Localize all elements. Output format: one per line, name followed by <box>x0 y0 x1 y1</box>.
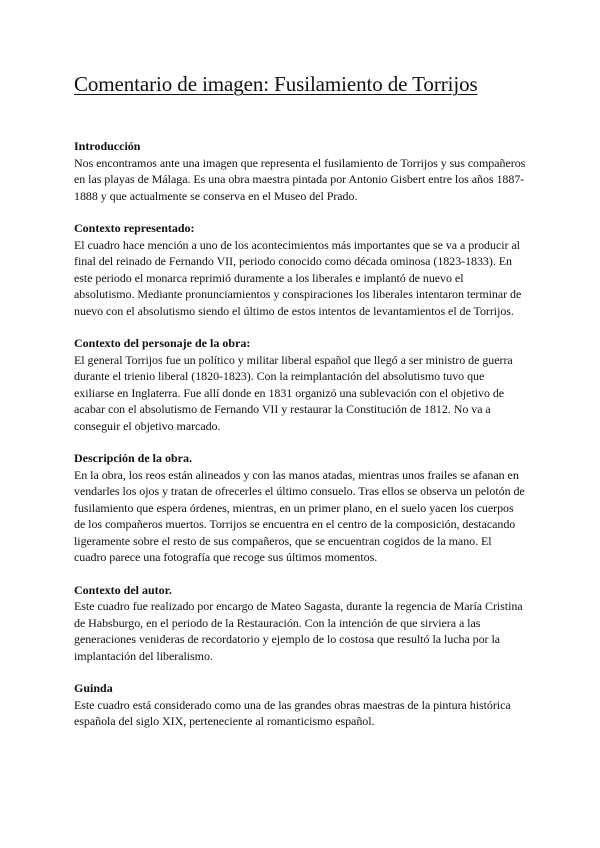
section-paragraph: El general Torrijos fue un político y militar liberal español que llegó a ser ministro de guerra durante el trienio liberal (1820-1823). Con la reimplantación del absolutismo tuvo que exiliarse en Inglaterra. Fue allí donde en 1831 organizó una sublevación con el objetivo de acabar con el absolutismo de Fernando VII y restaurar la Constitución de 1812. No va a conseguir el objetivo marcado. <box>74 352 513 433</box>
section-heading: Contexto representado: <box>74 221 195 236</box>
section-paragraph: Nos encontramos ante una imagen que representa el fusilamiento de Torrijos y sus compañeros en las playas de Málaga. Es una obra maestra pintada por Antonio Gisbert entre los años 1887-1888 y que actualmente se conserva en el Museo del Prado. <box>74 155 526 203</box>
section-heading: Descripción de la obra. <box>74 451 192 466</box>
section-contexto-personaje <box>74 335 526 434</box>
section-paragraph: Este cuadro fue realizado por encargo de Mateo Sagasta, durante la regencia de María Cristina de Habsburgo, en el periodo de la Restauración. Con la intención de que sirviera a las generaciones venideras de recordatorio y ejemplo de lo costosa que resultó la lucha por la implantación del liberalismo. <box>74 599 523 663</box>
section-heading: Contexto del autor. <box>74 582 172 597</box>
section-paragraph: En la obra, los reos están alineados y con las manos atadas, mientras unos frailes se afanan en vendarles los ojos y tratan de ofrecerles el último consuelo. Tras ellos se observa un pelotón de fusilamiento que espera órdenes, mientras, en un primer plano, en el suelo yacen los cuerpos de los compañeros muertos. Torrijos se encuentra en el centro de la composición, destacando ligeramente sobre el resto de sus compañeros, que se encuentran cogidos de la mano. El cuadro parece una fotografía que recoge sus últimos momentos. <box>74 467 525 565</box>
section-heading: Contexto del personaje de la obra: <box>74 336 251 351</box>
section-introduccion <box>74 138 526 204</box>
section-descripcion-obra <box>74 450 526 566</box>
section-heading: Introducción <box>74 139 141 154</box>
section-guinda <box>74 680 526 730</box>
document-body <box>74 138 526 730</box>
document-title: Comentario de imagen: Fusilamiento de Torrijos <box>74 72 478 96</box>
section-paragraph: Este cuadro está considerado como una de las grandes obras maestras de la pintura histórica española del siglo XIX, perteneciente al romanticismo español. <box>74 697 511 729</box>
section-contexto-autor <box>74 582 526 665</box>
section-contexto-representado <box>74 220 526 319</box>
section-paragraph: El cuadro hace mención a uno de los acontecimientos más importantes que se va a producir al final del reinado de Fernando VII, periodo conocido como década ominosa (1823-1833). En este periodo el monarca reprimió duramente a los liberales e implantó de nuevo el absolutismo. Mediante pronunciamientos y conspiraciones los liberales intentaron terminar de nuevo con el absolutismo siendo el último de estos intentos de levantamientos el de Torrijos. <box>74 237 522 318</box>
section-heading: Guinda <box>74 681 113 696</box>
